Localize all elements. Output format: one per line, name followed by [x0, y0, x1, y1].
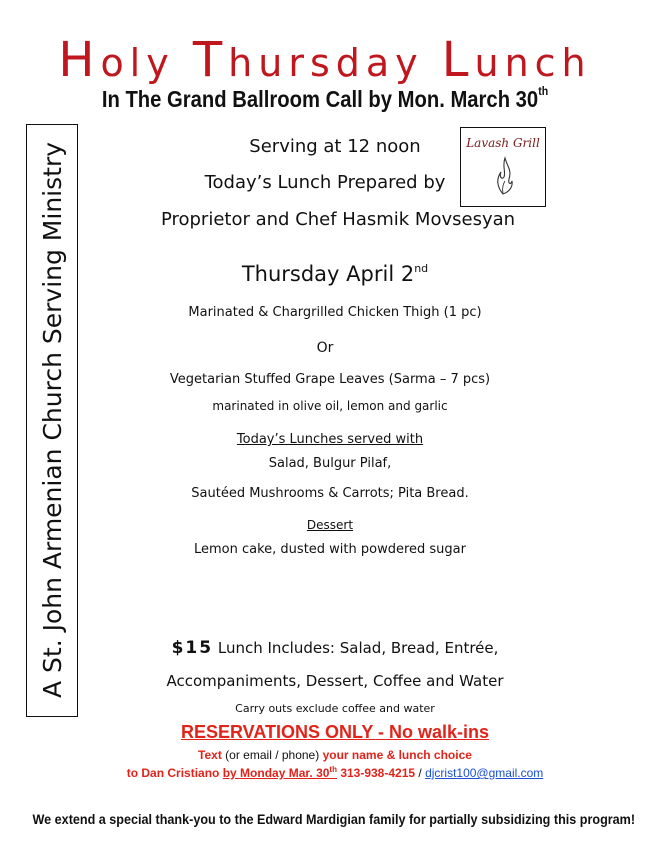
- dessert-text: Lemon cake, dusted with powdered sugar: [193, 542, 466, 557]
- contact-sep: /: [415, 766, 426, 780]
- chef-name: Proprietor and Chef Hasmik Movsesyan: [160, 209, 516, 230]
- served-with-line1: Salad, Bulgur Pilaf,: [268, 456, 392, 471]
- title-l: L: [441, 32, 475, 88]
- sidebar-ministry-text: A St. John Armenian Church Serving Ministry: [37, 141, 67, 699]
- title-unch: unch: [474, 41, 592, 85]
- contact-deadline-text: by Monday Mar. 30: [222, 766, 330, 780]
- price-includes: Lunch Includes: Salad, Bread, Entrée,: [217, 639, 499, 657]
- event-date: [170, 262, 500, 287]
- price-amount: $15: [171, 638, 214, 658]
- contact-phone: 313-938-4215: [336, 766, 416, 780]
- contact-deadline-sup: th: [329, 765, 337, 774]
- text-word: Text: [198, 748, 222, 762]
- title-hursday: hursday: [228, 41, 424, 85]
- serving-time: Serving at 12 noon: [249, 136, 421, 157]
- price-line1: [120, 638, 550, 658]
- subtitle-sup: th: [538, 84, 549, 98]
- prepared-by: Today’s Lunch Prepared by: [204, 172, 446, 193]
- title-oly: oly: [100, 41, 175, 85]
- reservations-headline: RESERVATIONS ONLY - No walk-ins: [180, 722, 490, 742]
- lavash-grill-logo: [460, 127, 546, 207]
- contact-email-link[interactable]: djcrist100@gmail.com: [425, 766, 544, 780]
- text-rest: your name & lunch choice: [322, 748, 472, 762]
- page-title: [0, 32, 650, 88]
- reservations-instructions: [150, 748, 520, 762]
- event-date-text: Thursday April 2: [241, 262, 415, 286]
- event-date-sup: nd: [414, 262, 429, 275]
- logo-name: Lavash Grill: [466, 136, 540, 150]
- text-paren: (or email / phone): [221, 748, 323, 762]
- contact-deadline: [223, 766, 337, 780]
- dessert-heading: Dessert: [306, 518, 354, 532]
- reservations-contact: [85, 765, 585, 780]
- menu-item-chicken: Marinated & Chargrilled Chicken Thigh (1 pc): [188, 305, 482, 320]
- menu-item-grape-leaves: Vegetarian Stuffed Grape Leaves (Sarma – 7 pcs): [169, 372, 491, 387]
- subtitle: [39, 86, 611, 114]
- contact-prefix: to Dan Cristiano: [126, 766, 223, 780]
- subtitle-text: In The Grand Ballroom Call by Mon. March 30: [101, 86, 539, 112]
- menu-item-grape-leaves-note: marinated in olive oil, lemon and garlic: [212, 399, 448, 413]
- served-with-heading: Today’s Lunches served with: [236, 432, 424, 447]
- thanks-note: We extend a special thank-you to the Edward Mardigian family for partially subsidizing this program!: [32, 811, 636, 827]
- price-line2: Accompaniments, Dessert, Coffee and Water: [166, 672, 504, 690]
- title-t: T: [192, 32, 229, 88]
- carry-out-note: Carry outs exclude coffee and water: [235, 702, 435, 715]
- flame-figure-icon: [488, 154, 518, 196]
- title-h: H: [58, 32, 101, 88]
- served-with-line2: Sautéed Mushrooms & Carrots; Pita Bread.: [191, 486, 469, 501]
- menu-or: Or: [316, 340, 334, 356]
